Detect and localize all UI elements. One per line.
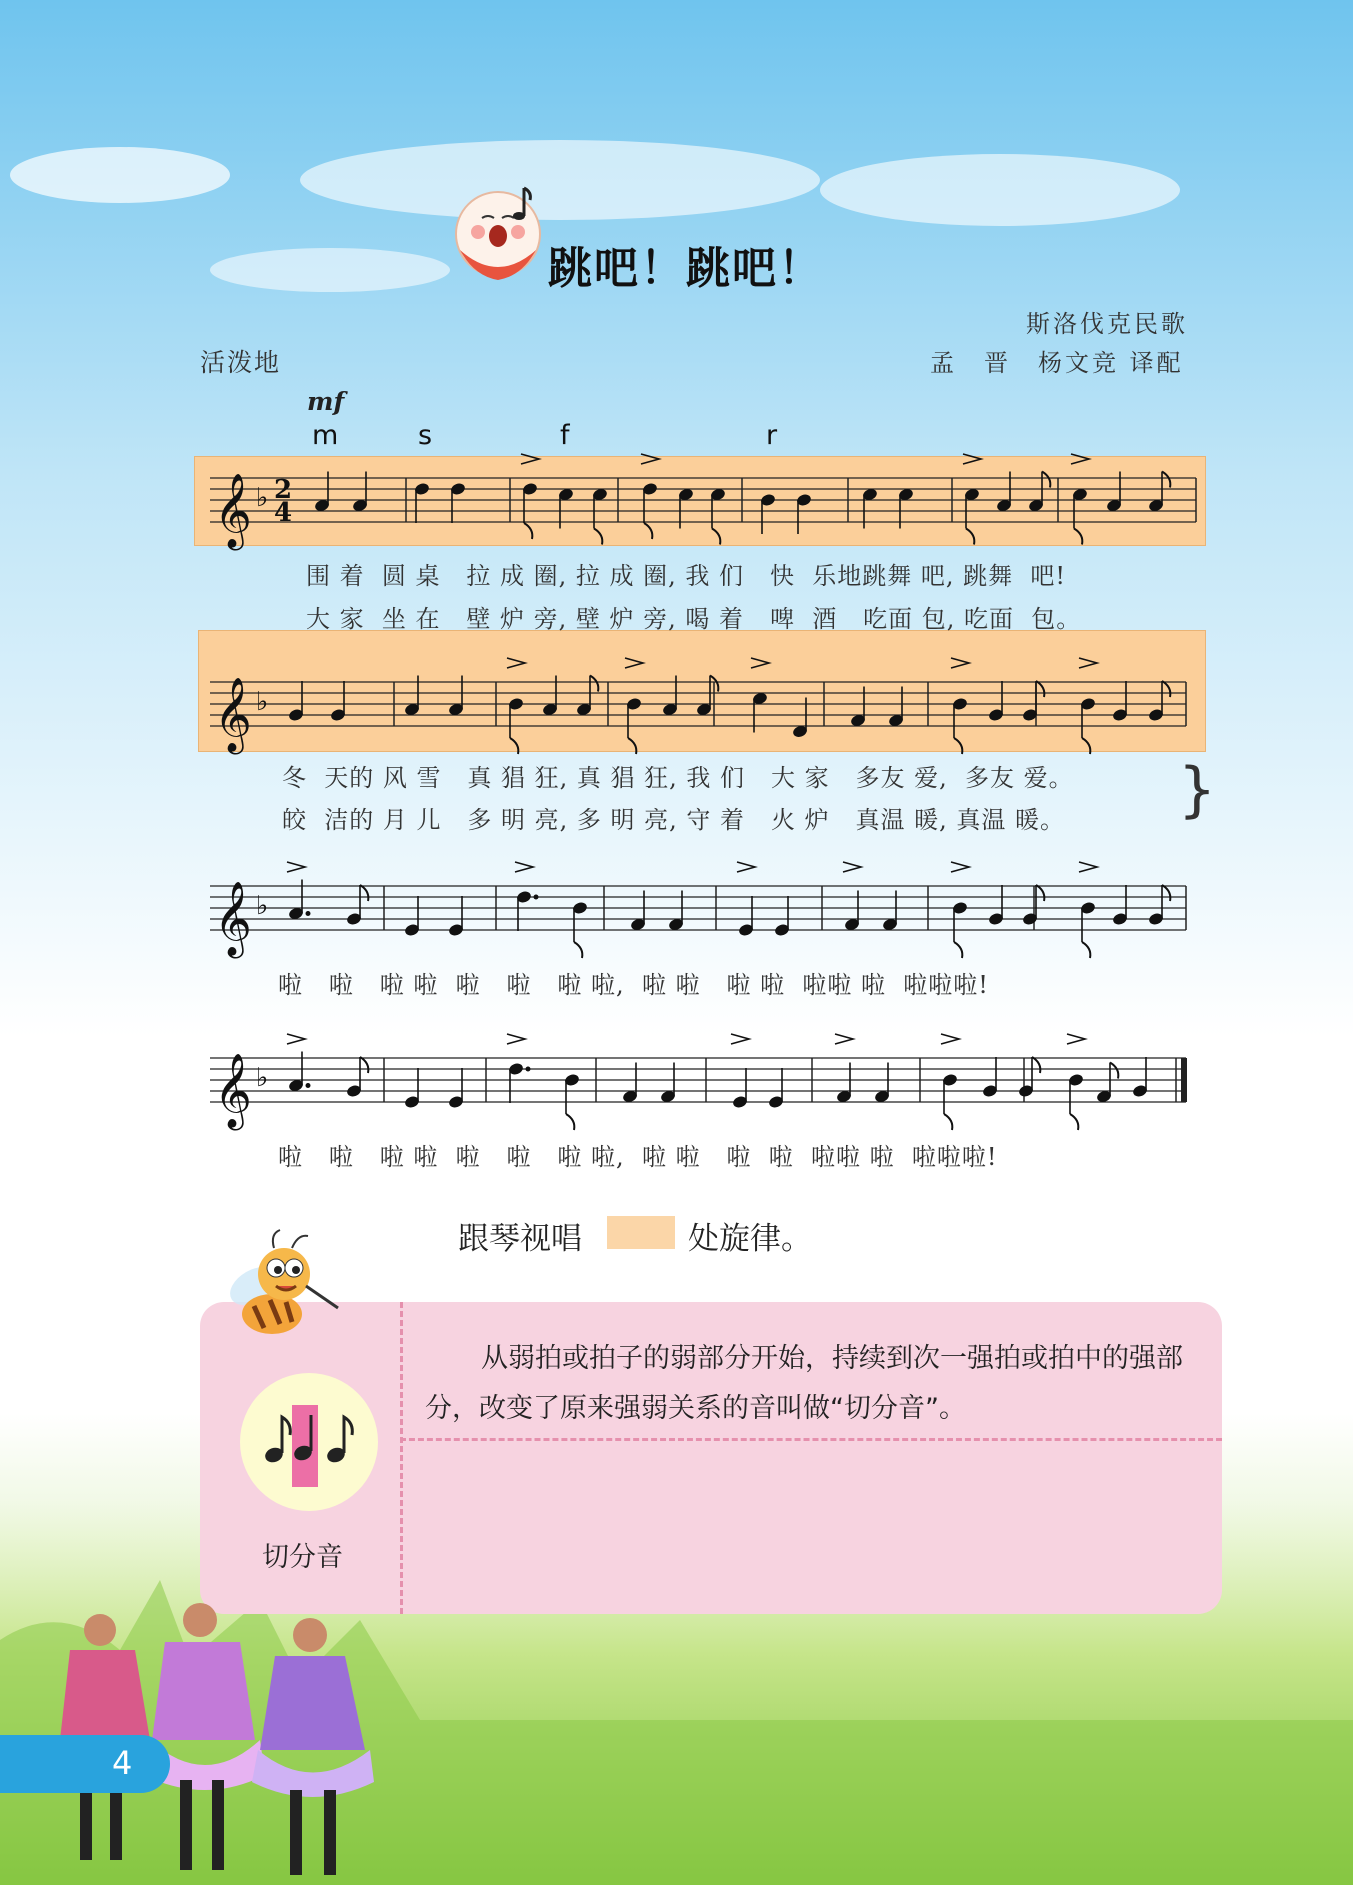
accent-mark [751, 658, 769, 668]
song-translators: 孟 晋 杨文竞 译配 [930, 349, 1184, 377]
note-flag [1162, 472, 1170, 488]
note-flag [1032, 1057, 1040, 1073]
lyric-line3: 啦 啦 啦 啦 啦 啦 啦 啦, 啦 啦 啦 啦 啦啦 啦 啦啦啦! [278, 971, 989, 999]
dynamic-marking: mf [307, 387, 345, 416]
accent-mark [287, 862, 305, 872]
note-flag [1162, 681, 1170, 697]
dot [306, 911, 311, 916]
accent-mark [625, 658, 643, 668]
treble-clef-icon: 𝄞 [214, 882, 252, 956]
accent-mark [1079, 862, 1097, 872]
note-flag [954, 738, 962, 754]
note-flag [594, 529, 602, 545]
card-horizontal-divider [400, 1438, 1222, 1441]
accent-mark [737, 862, 755, 872]
note-flag [524, 523, 532, 539]
bee-conductor-icon [214, 1226, 344, 1346]
accent-mark [641, 454, 659, 464]
instruction-after: 处旋律。 [688, 1221, 812, 1257]
lyric-line4: 啦 啦 啦 啦 啦 啦 啦 啦, 啦 啦 啦 啦 啦啦 啦 啦啦啦! [278, 1143, 998, 1171]
time-signature-bottom: 4 [274, 498, 293, 528]
accent-mark [963, 454, 981, 464]
syncopation-rhythm-icon [240, 1373, 378, 1511]
note-flag [644, 523, 652, 539]
instruction-before: 跟琴视唱 [458, 1221, 582, 1257]
tempo-marking: 活泼地 [200, 348, 282, 377]
key-flat-icon: ♭ [256, 891, 269, 921]
song-title: 跳吧！跳吧！ [548, 243, 824, 294]
treble-clef-icon: 𝄞 [214, 474, 252, 548]
solfege-s: s [418, 420, 433, 451]
accent-mark [515, 862, 533, 872]
accent-mark [1079, 658, 1097, 668]
note-flag [1042, 472, 1050, 488]
note-flag [966, 529, 974, 545]
syncopation-explanation: 从弱拍或拍子的弱部分开始，持续到次一强拍或拍中的强部分，改变了原来强弱关系的音叫做“切分音”。 [425, 1343, 1183, 1424]
accent-mark [731, 1034, 749, 1044]
note-flag [590, 676, 598, 692]
song-origin: 斯洛伐克民歌 [1026, 310, 1188, 338]
note-flag [954, 942, 962, 958]
note-flag [712, 529, 720, 545]
note-flag [360, 885, 368, 901]
solfege-m: m [312, 420, 339, 451]
note-flag [1110, 1063, 1118, 1079]
lyric-line1-verse1: 围 着 圆 桌 拉 成 圈, 拉 成 圈, 我 们 快 乐地跳舞 吧, 跳舞 吧! [306, 562, 1066, 590]
note-flag [1074, 529, 1082, 545]
accent-mark [507, 1034, 525, 1044]
note-flag [1082, 942, 1090, 958]
key-flat-icon: ♭ [256, 687, 269, 717]
note-flag [1036, 885, 1044, 901]
accent-mark [287, 1034, 305, 1044]
lyric-line1-verse2: 大 家 坐 在 壁 炉 旁, 壁 炉 旁, 喝 着 啤 酒 吃面 包, 吃面 包。 [306, 605, 1082, 633]
accent-mark [843, 862, 861, 872]
note-flag [1036, 681, 1044, 697]
note-flag [1070, 1114, 1078, 1130]
treble-clef-icon: 𝄞 [214, 678, 252, 752]
note-flag [510, 738, 518, 754]
final-bar-thick [1181, 1058, 1187, 1102]
accent-mark [835, 1034, 853, 1044]
accent-mark [951, 862, 969, 872]
page-number: 4 [112, 1744, 133, 1782]
syncopation-badge [240, 1373, 378, 1511]
note-flag [1082, 738, 1090, 754]
accent-mark [1071, 454, 1089, 464]
accent-mark [941, 1034, 959, 1044]
note-flag [628, 738, 636, 754]
accent-mark [521, 454, 539, 464]
accent-mark [507, 658, 525, 668]
accent-mark [951, 658, 969, 668]
dot [526, 1067, 531, 1072]
syncopation-term: 切分音 [262, 1542, 343, 1573]
note-flag [944, 1114, 952, 1130]
time-signature-top: 2 [274, 475, 293, 505]
note-flag [566, 1114, 574, 1130]
treble-clef-icon: 𝄞 [214, 1054, 252, 1128]
page-number-tab [0, 1735, 170, 1793]
dot [534, 895, 539, 900]
note-flag [1162, 885, 1170, 901]
key-flat-icon: ♭ [256, 1063, 269, 1093]
key-flat-icon: ♭ [256, 483, 269, 513]
lyric-line2-verse2: 皎 洁的 月 儿 多 明 亮, 多 明 亮, 守 着 火 炉 真温 暖, 真温 暖。 [282, 806, 1065, 834]
note-flag [574, 942, 582, 958]
dot [306, 1083, 311, 1088]
accent-mark [1067, 1034, 1085, 1044]
lyric-line2-verse1: 冬 天的 风 雪 真 猖 狂, 真 猖 狂, 我 们 大 家 多友 爱, 多友 爱。 [282, 764, 1074, 792]
solfege-r: r [766, 420, 778, 451]
note-flag [360, 1057, 368, 1073]
card-vertical-divider [400, 1302, 403, 1614]
verse-brace: } [1178, 755, 1217, 825]
highlight-swatch [607, 1216, 675, 1249]
solfege-f: f [560, 420, 570, 451]
